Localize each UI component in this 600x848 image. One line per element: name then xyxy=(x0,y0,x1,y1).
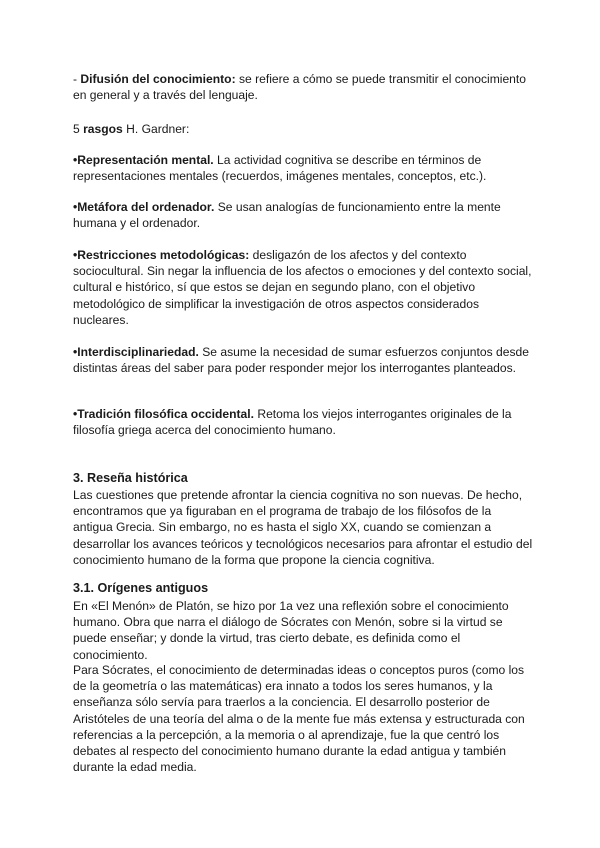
rasgo-text: Retoma los viejos interrogantes originales de la filosofía griega acerca del conocimiento humano. xyxy=(73,407,512,438)
rasgo-item-representacion xyxy=(73,152,533,184)
rasgo-item-tradicion xyxy=(73,406,533,438)
rasgo-label: •Interdisciplinariedad. xyxy=(73,345,199,359)
difusion-lead: - xyxy=(73,72,81,86)
section-3-1-heading: 3.1. Orígenes antiguos xyxy=(73,581,209,595)
section-3-1-paragraph-1: En «El Menón» de Platón, se hizo por 1a vez una reflexión sobre el conocimiento humano. Obra que narra el diálogo de Sócrates con Menón, sobre si la virtud se puede enseñar; y donde la virtud, tras cierto debate, es definida como el conocimiento. xyxy=(73,599,509,662)
rasgo-text: Se usan analogías de funcionamiento entre la mente humana y el ordenador. xyxy=(73,200,501,231)
section-3-heading: 3. Reseña histórica xyxy=(73,471,188,485)
rasgos-text: H. Gardner: xyxy=(122,122,190,136)
difusion-text: se refiere a cómo se puede transmitir el conocimiento en general y a través del lenguaje. xyxy=(73,72,526,103)
rasgo-item-interdisciplinariedad xyxy=(73,344,533,376)
rasgo-label: •Metáfora del ordenador. xyxy=(73,200,215,214)
rasgo-item-metafora xyxy=(73,199,533,231)
rasgo-label: •Tradición filosófica occidental. xyxy=(73,407,254,421)
difusion-paragraph xyxy=(73,71,533,103)
rasgo-text: Se asume la necesidad de sumar esfuerzos conjuntos desde distintas áreas del saber para poder responder mejor los interrogantes planteados. xyxy=(73,345,529,376)
rasgo-item-restricciones xyxy=(73,247,533,328)
section-3-1-paragraph-2: Para Sócrates, el conocimiento de determinadas ideas o conceptos puros (como los de la geometría o las matemáticas) era innato a todos los seres humanos, y la enseñanza sólo servía para traerlos a la conciencia. El desarrollo posterior de Aristóteles de una teoría del alma o de la mente fue más extensa y estructurada con referencias a la percepción, a la memoria o al aprendizaje, fue la que centró los debates al respecto del conocimiento humano durante la edad antigua y también durante la edad media. xyxy=(73,663,525,775)
section-3-paragraph: Las cuestiones que pretende afrontar la ciencia cognitiva no son nuevas. De hecho, encontramos que ya figuraban en el programa de trabajo de los filósofos de la antigua Grecia. Sin embargo, no es hasta el siglo XX, cuando se comienzan a desarrollar los avances teóricos y tecnológicos necesarios para afrontar el estudio del conocimiento humano de la forma que propone la ciencia cognitiva. xyxy=(73,488,533,567)
rasgo-text: desligazón de los afectos y del contexto sociocultural. Sin negar la influencia de los afectos o emociones y del contexto social, cultural e histórico, sí que estos se dejan en segundo plano, con el objetivo metodológico de simplificar la investigación de otros aspectos considerados nucleares. xyxy=(73,248,532,327)
rasgo-label: •Representación mental. xyxy=(73,153,214,167)
rasgos-label: rasgos xyxy=(83,122,123,136)
rasgo-label: •Restricciones metodológicas: xyxy=(73,248,250,262)
rasgo-text: La actividad cognitiva se describe en términos de representaciones mentales (recuerdos, imágenes mentales, conceptos, etc.). xyxy=(73,153,487,184)
rasgos-header xyxy=(73,121,533,137)
difusion-label: Difusión del conocimiento: xyxy=(80,72,236,86)
rasgos-number: 5 xyxy=(73,122,84,136)
